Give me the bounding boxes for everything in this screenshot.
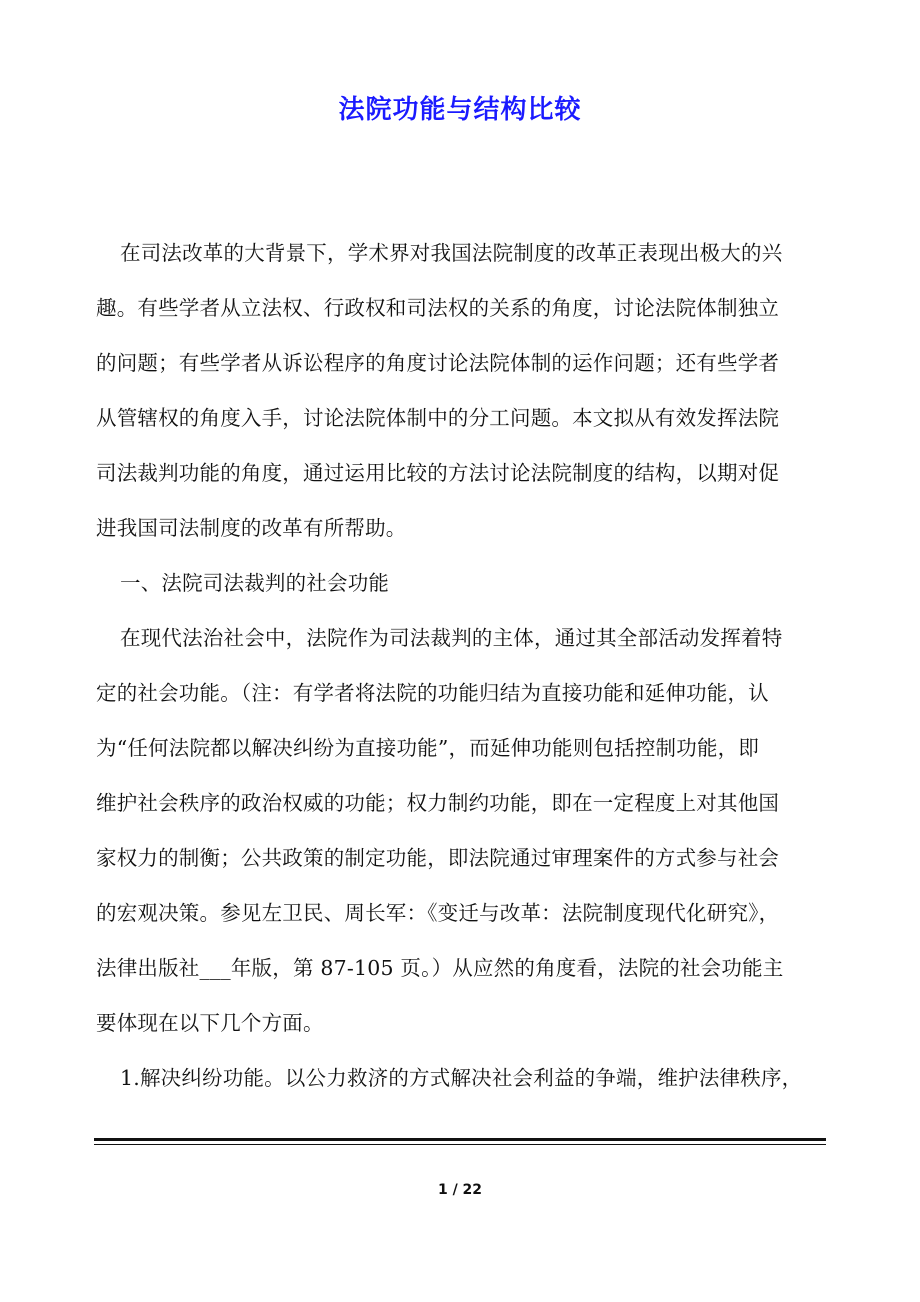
document-body [96,226,836,1106]
paragraph-line: 在司法改革的大背景下，学术界对我国法院制度的改革正表现出极大的兴 [120,241,783,265]
paragraph-line: 的问题；有些学者从诉讼程序的角度讨论法院体制的运作问题；还有些学者 [96,351,780,375]
footer-divider-thin [94,1144,826,1145]
paragraph-line: 从管辖权的角度入手，讨论法院体制中的分工问题。本文拟从有效发挥法院 [96,406,780,430]
footer-divider [94,1138,826,1141]
document-title: 法院功能与结构比较 [338,95,582,125]
paragraph-line: 定的社会功能。（注：有学者将法院的功能归结为直接功能和延伸功能，认 [96,681,769,705]
paragraph-line: 家权力的制衡；公共政策的制定功能，即法院通过审理案件的方式参与社会 [96,846,780,870]
paragraph-line: 为“任何法院都以解决纠纷为直接功能”，而延伸功能则包括控制功能，即 [96,736,760,760]
paragraph-line: 进我国司法制度的改革有所帮助。 [96,516,407,540]
paragraph-line: 要体现在以下几个方面。 [96,1011,324,1035]
paragraph-line: 维护社会秩序的政治权威的功能；权力制约功能，即在一定程度上对其他国 [96,791,780,815]
paragraph-line: 法律出版社___年版，第 87-105 页。）从应然的角度看，法院的社会功能主 [96,956,784,980]
page-number: 1 / 22 [437,1182,483,1198]
paragraph-line: 趣。有些学者从立法权、行政权和司法权的关系的角度，讨论法院体制独立 [96,296,780,320]
paragraph-line: 的宏观决策。参见左卫民、周长军：《变迁与改革：法院制度现代化研究》， [96,901,780,925]
paragraph-line: 在现代法治社会中，法院作为司法裁判的主体，通过其全部活动发挥着特 [120,626,783,650]
section-heading: 一、法院司法裁判的社会功能 [120,571,390,595]
paragraph-line: 司法裁判功能的角度，通过运用比较的方法讨论法院制度的结构，以期对促 [96,461,780,485]
paragraph-line: 1.解决纠纷功能。以公力救济的方式解决社会利益的争端，维护法律秩序， [120,1066,803,1090]
